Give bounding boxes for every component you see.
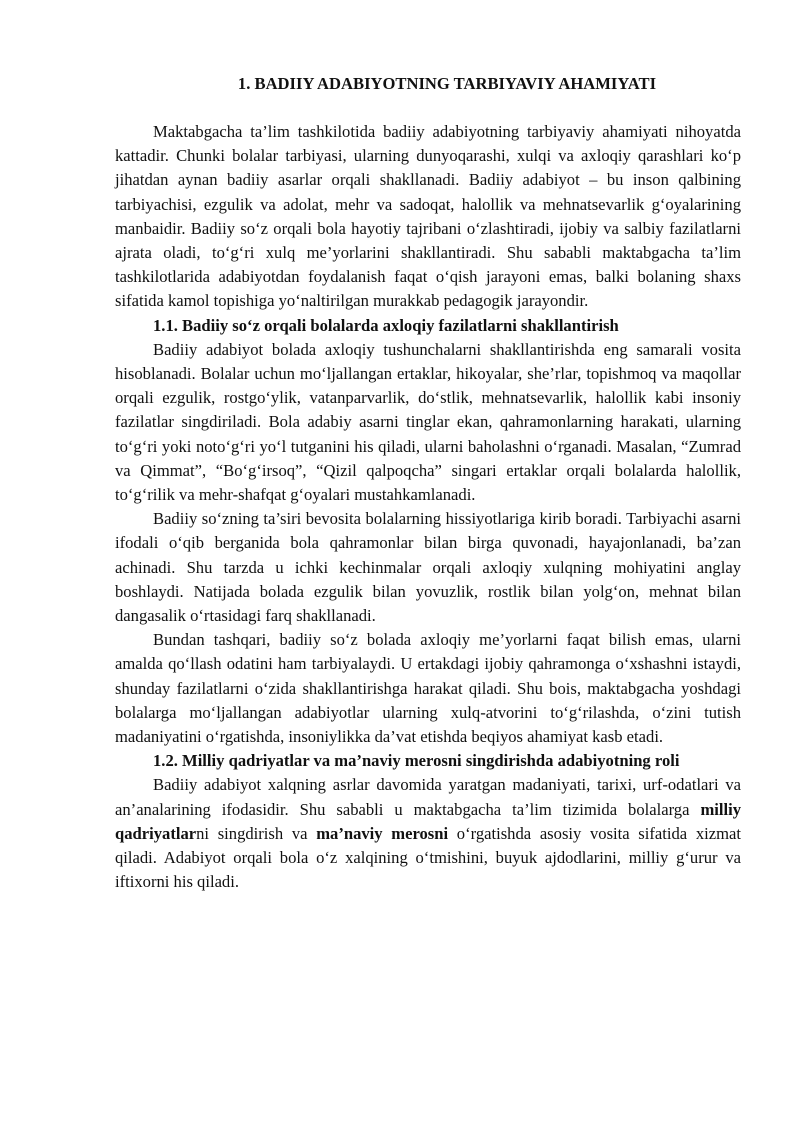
section-1-1-paragraph-3: Bundan tashqari, badiiy so‘z bolada axloqiy me’yorlarni faqat bilish emas, ularni amalda qo‘llash odatini ham tarbiyalaydi. U ertakdagi ijobiy qahramonga o‘xshashni istaydi, shunday fazilatlarni o‘zida shakllantirishga harakat qiladi. Shu bois, maktabgacha yoshdagi bolalarga mo‘ljallangan adabiyotlar ularning xulq-atvorini to‘g‘rilashda, o‘zini tutish madaniyatini o‘rgatishda, insoniylikka da’vat etishda beqiyos ahamiyat kasb etadi. [115, 630, 741, 747]
document-title: 1. BADIIY ADABIYOTNING TARBIYAVIY AHAMIYATI [237, 74, 657, 93]
intro-paragraph: Maktabgacha ta’lim tashkilotida badiiy adabiyotning tarbiyaviy ahamiyati nihoyatda kattadir. Chunki bolalar tarbiyasi, ularning dunyoqarashi, xulqi va axloqiy qarashlari ko‘p jihatdan aynan badiiy asarlar orqali shakllanadi. Badiiy adabiyot – bu inson qalbining tarbiyachisi, ezgulik va adolat, mehr va sadoqat, halollik va mehnatsevarlik g‘oyalarining manbaidir. Badiiy so‘z orqali bola hayotiy tajribani o‘zlashtiradi, ijobiy va salbiy fazilatlarni ajrata oladi, to‘g‘ri xulq me’yorlarini shakllantiradi. Shu sababli maktabgacha ta’lim tashkilotlarida adabiyotdan foydalanish faqat o‘qish jarayoni emas, balki bolaning shaxs sifatida kamol topishiga yo‘naltirilgan murakkab pedagogik jarayondir. [115, 122, 741, 311]
paragraph-text: o‘rgatishda asosiy vosita sifatida xizmat qiladi. Adabiyot orqali bola o‘z xalqining o‘tmishini, buyuk ajdodlarini, milliy g‘urur va iftixorni his qiladi. [115, 823, 741, 892]
section-1-1-paragraph-1: Badiiy adabiyot bolada axloqiy tushunchalarni shakllantirishda eng samarali vosita hisoblanadi. Bolalar uchun mo‘ljallangan ertaklar, hikoyalar, she’rlar, topishmoq va maqollar orqali ezgulik, rostgo‘ylik, vatanparvarlik, do‘stlik, mehnatsevarlik, halollik kabi insoniy fazilatlar singdiriladi. Bola adabiy asarni tinglar ekan, qahramonlarning harakati, ularning to‘g‘ri yoki noto‘g‘ri yo‘l tutganini his qiladi, ularni baholashni o‘rganadi. Masalan, “Zumrad va Qimmat”, “Bo‘g‘irsoq”, “Qizil qalpoqcha” singari ertaklar orqali bolalarda halollik, to‘g‘rilik va mehr-shafqat g‘oyalari mustahkamlanadi. [115, 339, 741, 505]
section-1-2-paragraph [115, 773, 741, 894]
bold-term-milliy-qadriyatlar: milliy qadriyatlar [115, 799, 741, 843]
bold-term-manaviy-meros: ma’naviy merosni [316, 823, 449, 843]
section-1-1-paragraph-2: Badiiy so‘zning ta’siri bevosita bolalarning hissiyotlariga kirib boradi. Tarbiyachi asarni ifodali o‘qib berganida bola qahramonlar bilan birga quvonadi, hayajonlanadi, ba’zan achinadi. Shu tarzda u ichki kechinmalar orqali axloqiy xulqning mohiyatini anglay boshlaydi. Natijada bolada ezgulik bilan yovuzlik, rostlik bilan yolg‘on, mehnat bilan dangasalik o‘rtasidagi farq shakllanadi. [115, 509, 741, 626]
section-1-1-heading: 1.1. Badiiy so‘z orqali bolalarda axloqiy fazilatlarni shakllantirish [153, 315, 619, 335]
section-1-2-heading: 1.2. Milliy qadriyatlar va ma’naviy merosni singdirishda adabiyotning roli [153, 751, 680, 771]
document-page [115, 72, 741, 895]
paragraph-text: ni singdirish va [196, 823, 317, 843]
paragraph-text: Badiiy adabiyot xalqning asrlar davomida yaratgan madaniyati, tarixi, urf-odatlari va an’analarining ifodasidir. Shu sababli u maktabgacha ta’lim tizimida bolalarga [115, 775, 741, 819]
